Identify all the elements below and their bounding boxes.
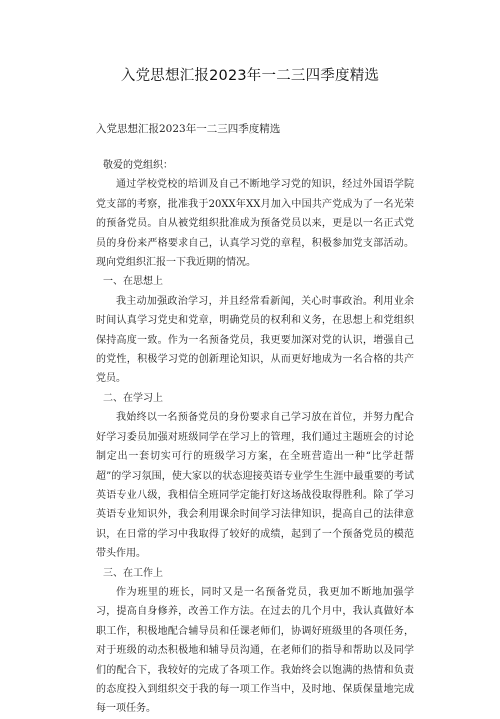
salutation: 敬爱的党组织：: [103, 160, 173, 171]
intro-paragraph: 通过学校党校的培训及自己不断地学习党的知识，经过外国语学院党支部的考察，批准我于20XX年XX月加入中国共产党成为了一名光荣的预备党员。自从被党组织批准成为预备党员以来，更是以一名正式党员的身份来严格要求自己，认真学习党的章程，积极参加党支部活动。现向党组织汇报一下我近期的情况。: [96, 179, 414, 269]
section-heading-work: 三、在工作上: [103, 567, 163, 579]
document-body: [96, 156, 414, 719]
document-title: 入党思想汇报2023年一二三四季度精选: [120, 68, 380, 84]
section-paragraph-study: 我始终以一名预备党员的身份要求自己学习放在首位，并努力配合好学习委员加强对班级同学在学习上的管理，我们通过主题班会的讨论制定出一套切实可行的班级学习方案，在全班营造出一种“比学赶帮超”的学习氛围，使大家以的状态迎接英语专业学生生涯中最重要的考试英语专业八级，我相信全班同学定能打好这场战役取得胜利。除了学习英语专业知识外，我会利用课余时间学习法律知识，提高自己的法律意识，在日常的学习中我取得了较好的成绩，起到了一个预备党员的模范带头作用。: [96, 412, 414, 560]
section-paragraph-work: 作为班里的班长，同时又是一名预备党员，我更加不断地加强学习，提高自身修养，改善工作方法。在过去的几个月中，我认真做好本职工作，积极地配合辅导员和任课老师们，协调好班级里的各项任务，对于班级的动杰积极地和辅导员沟通，在老师们的指导和帮助以及同学们的配合下，我较好的完成了各项工作。我始终会以饱满的热情和负责的态度投入到组织交于我的每一项工作当中，及时地、保质保量地完成每一项任务。: [96, 586, 414, 715]
section-heading-study: 二、在学习上: [103, 392, 163, 404]
document-subtitle: 入党思想汇报2023年一二三四季度精选: [96, 123, 281, 135]
section-heading-thought: 一、在思想上: [103, 276, 163, 288]
section-paragraph-thought: 我主动加强政治学习，并且经常看新闻，关心时事政治。利用业余时间认真学习党史和党章，明确党员的权利和义务，在思想上和党组织保持高度一致。作为一名预备党员，我更要加深对党的认识，增强自己的党性，积极学习党的创新理论知识，从而更好地成为一名合格的共产党员。: [96, 295, 414, 385]
